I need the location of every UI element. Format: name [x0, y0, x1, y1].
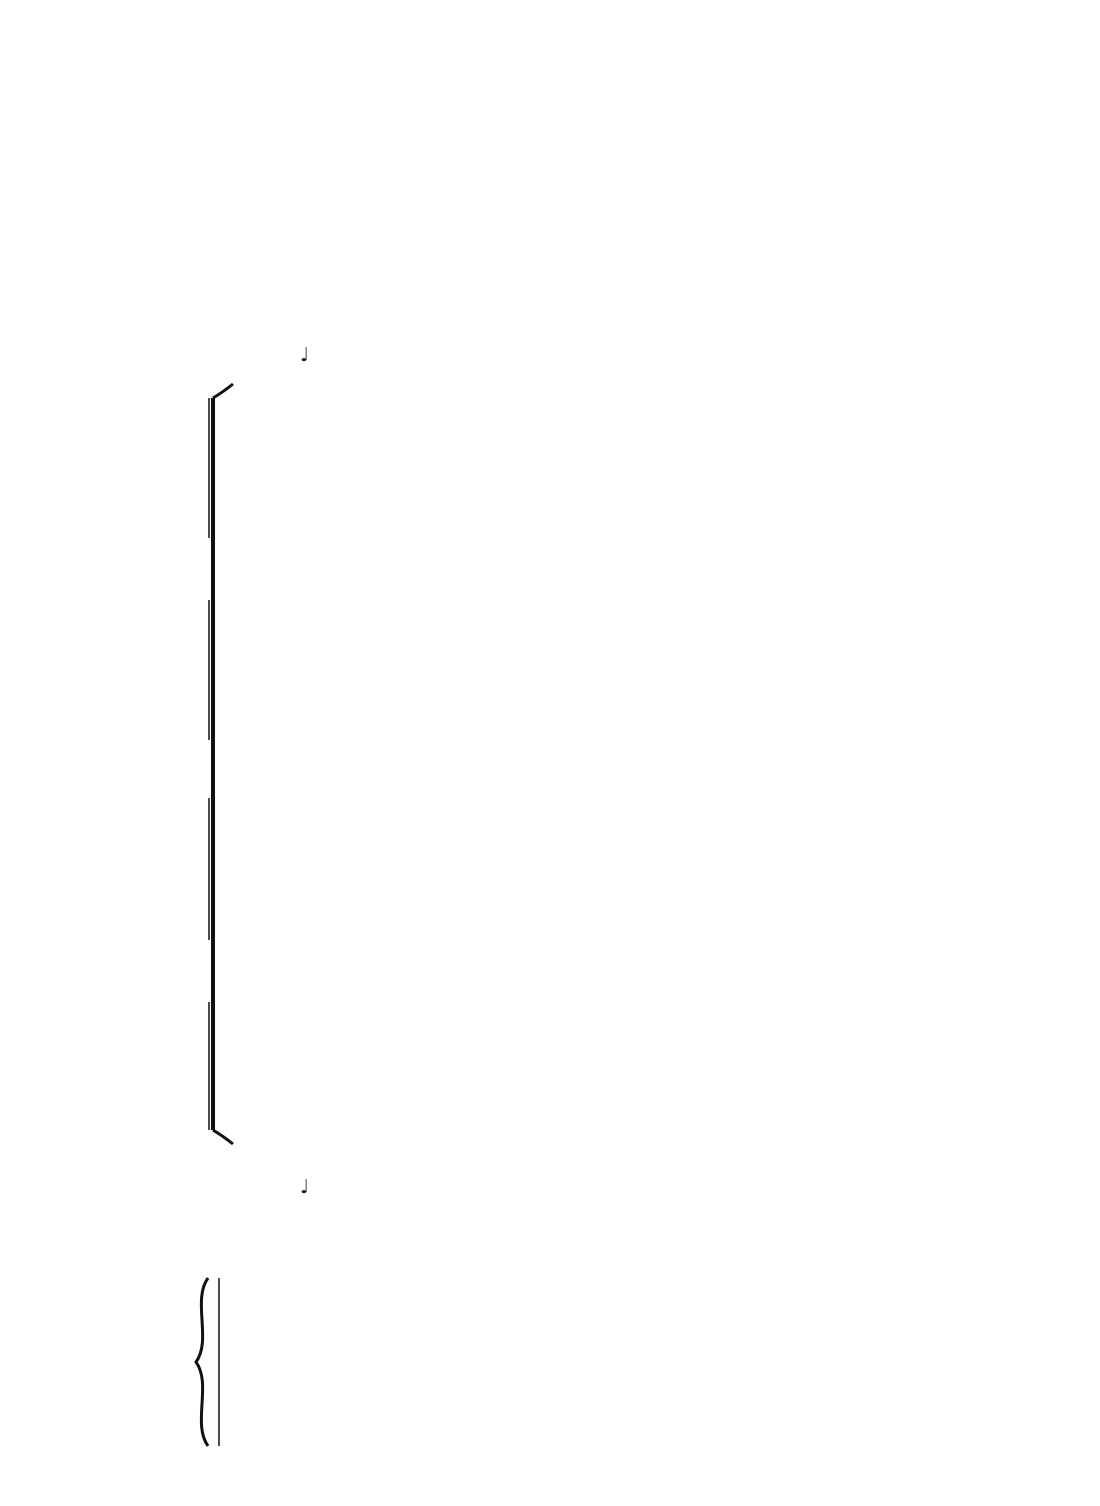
quarter-note-icon: ♩	[300, 1176, 309, 1198]
choir-bracket-bottom	[213, 1130, 233, 1144]
choir-bracket-top	[213, 384, 233, 398]
piano-brace	[196, 1278, 208, 1446]
brackets-layer	[196, 384, 233, 1446]
quarter-note-icon: ♩	[300, 344, 309, 366]
